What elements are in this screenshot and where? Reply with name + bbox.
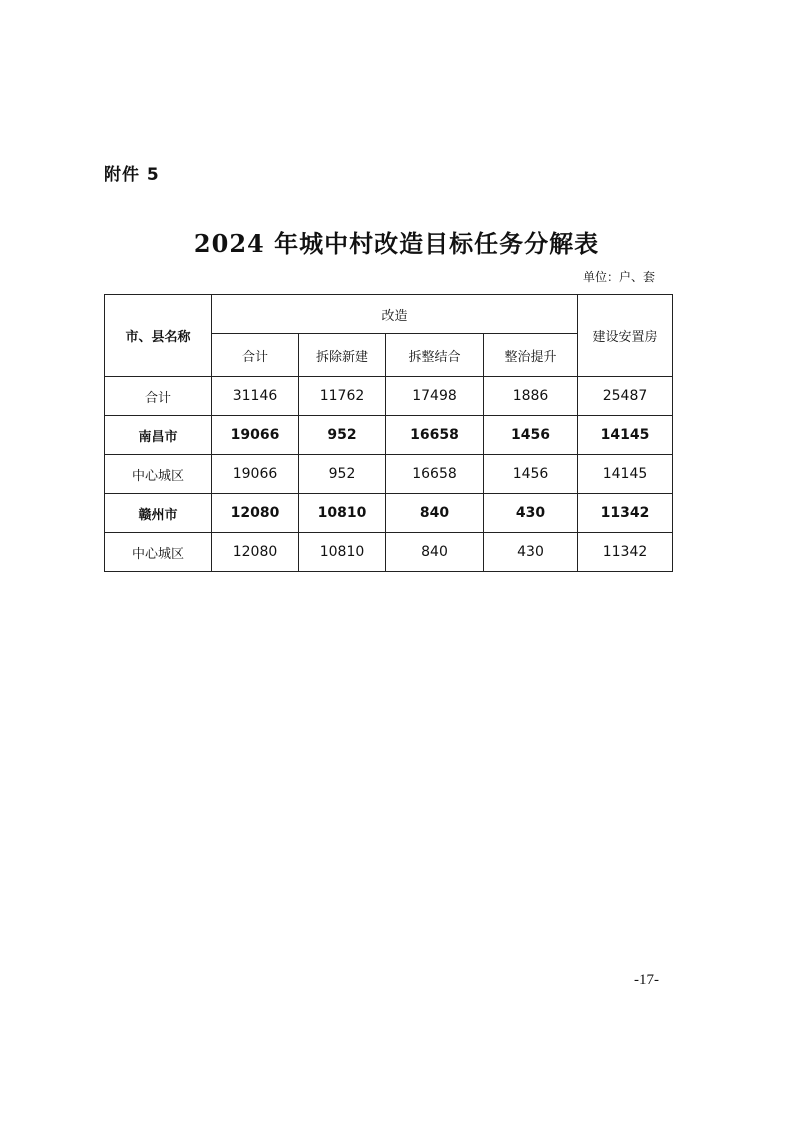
cell-upgrade: 430 [484, 533, 578, 572]
row-name: 南昌市 [105, 416, 212, 455]
table-row [105, 494, 673, 533]
table-header-row [105, 295, 673, 334]
cell-demolish-renovate: 840 [386, 533, 484, 572]
cell-demolish-renovate: 840 [386, 494, 484, 533]
cell-total: 19066 [212, 416, 299, 455]
header-region: 市、县名称 [105, 295, 212, 377]
cell-resettlement: 14145 [578, 455, 673, 494]
row-name: 中心城区 [105, 533, 212, 572]
row-name: 中心城区 [105, 455, 212, 494]
cell-demolish-new: 952 [299, 416, 386, 455]
table-row [105, 377, 673, 416]
cell-total: 19066 [212, 455, 299, 494]
cell-upgrade: 1456 [484, 416, 578, 455]
page-title: 2024 年城中村改造目标任务分解表 [193, 229, 600, 258]
cell-upgrade: 1456 [484, 455, 578, 494]
cell-resettlement: 14145 [578, 416, 673, 455]
table-row [105, 455, 673, 494]
cell-demolish-new: 11762 [299, 377, 386, 416]
cell-resettlement: 25487 [578, 377, 673, 416]
cell-demolish-renovate: 17498 [386, 377, 484, 416]
page-number: -17- [634, 972, 659, 988]
cell-demolish-new: 10810 [299, 533, 386, 572]
cell-upgrade: 430 [484, 494, 578, 533]
row-name: 赣州市 [105, 494, 212, 533]
table-row [105, 533, 673, 572]
cell-total: 12080 [212, 494, 299, 533]
cell-upgrade: 1886 [484, 377, 578, 416]
cell-demolish-renovate: 16658 [386, 416, 484, 455]
cell-demolish-new: 10810 [299, 494, 386, 533]
cell-resettlement: 11342 [578, 533, 673, 572]
row-name: 合计 [105, 377, 212, 416]
header-renovation: 改造 [212, 295, 578, 334]
header-demolish-new: 拆除新建 [299, 334, 386, 377]
cell-total: 31146 [212, 377, 299, 416]
cell-demolish-renovate: 16658 [386, 455, 484, 494]
header-demolish-renovate: 拆整结合 [386, 334, 484, 377]
task-table [104, 294, 673, 572]
cell-total: 12080 [212, 533, 299, 572]
cell-resettlement: 11342 [578, 494, 673, 533]
table-row [105, 416, 673, 455]
unit-label: 单位：户、套 [582, 270, 655, 284]
header-resettlement: 建设安置房 [578, 295, 673, 377]
header-subtotal: 合计 [212, 334, 299, 377]
header-upgrade: 整治提升 [484, 334, 578, 377]
cell-demolish-new: 952 [299, 455, 386, 494]
attachment-label: 附件 5 [104, 165, 160, 185]
